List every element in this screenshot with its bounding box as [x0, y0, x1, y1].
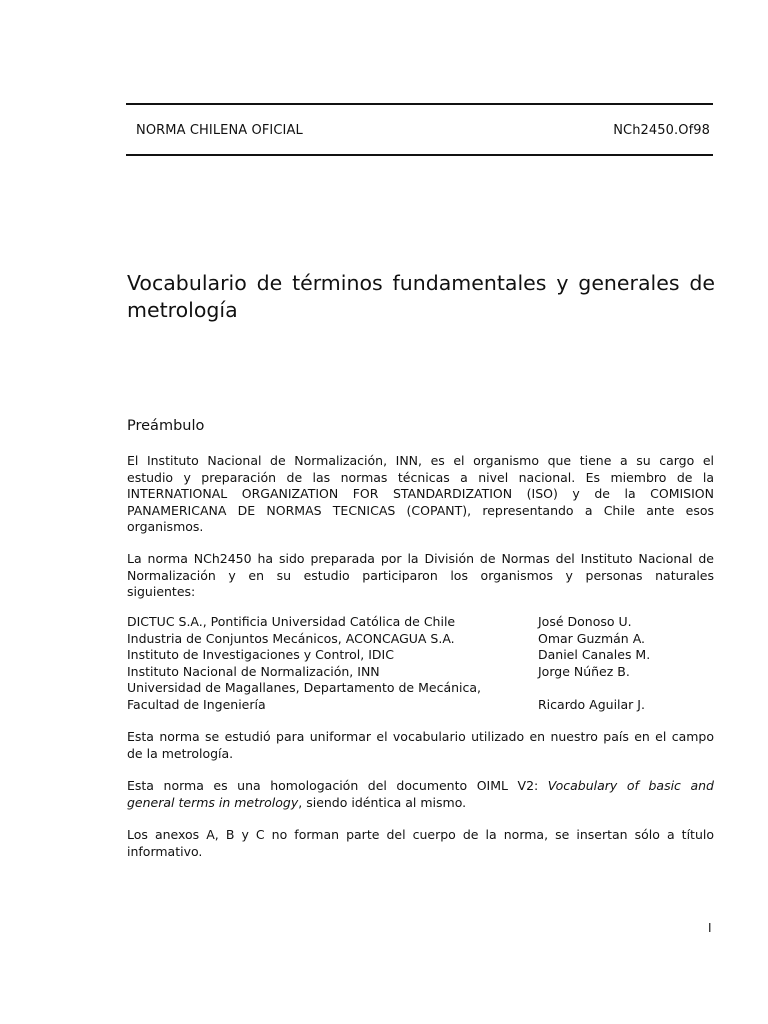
- para1-line: estudio y preparación de las normas técnicas a nivel nacional. Es miembro de la: [127, 469, 714, 485]
- header-top-rule: [126, 103, 713, 105]
- participant-person: José Donoso U.: [538, 614, 632, 629]
- paragraph-homologation: [127, 778, 714, 811]
- para5-line: Los anexos A, B y C no forman parte del cuerpo de la norma, se insertan sólo a título: [127, 827, 714, 842]
- standard-label: NORMA CHILENA OFICIAL: [136, 123, 303, 138]
- participant-org: DICTUC S.A., Pontificia Universidad Católica de Chile: [127, 614, 456, 629]
- participant-row: [127, 631, 714, 648]
- participant-org: Instituto Nacional de Normalización, INN: [127, 663, 380, 679]
- standard-code: NCh2450.Of98: [613, 123, 710, 138]
- para5-line: informativo.: [127, 843, 203, 859]
- participant-row: [127, 664, 714, 681]
- para4-italic: Vocabulary of basic and: [547, 778, 714, 793]
- para2-line: La norma NCh2450 ha sido preparada por la División de Normas del Instituto Nacional de: [127, 551, 714, 566]
- participant-person: Jorge Núñez B.: [538, 663, 630, 679]
- participant-org: Instituto de Investigaciones y Control, IDIC: [127, 647, 394, 662]
- page-number: I: [708, 921, 712, 935]
- paragraph-intro: [127, 453, 714, 536]
- title-line-1: Vocabulario de términos fundamentales y generales de: [127, 271, 715, 295]
- para1-line: El Instituto Nacional de Normalización, INN, es el organismo que tiene a su cargo el: [127, 453, 714, 468]
- para2-line: siguientes:: [127, 584, 196, 599]
- title-line-2: metrología: [127, 298, 238, 322]
- para3-line: Esta norma se estudió para uniformar el vocabulario utilizado en nuestro país en el campo: [127, 729, 714, 744]
- para4-plain: Esta norma es una homologación del documento OIML V2:: [127, 778, 548, 793]
- participant-org: Industria de Conjuntos Mecánicos, ACONCAGUA S.A.: [127, 630, 455, 646]
- para4-italic: general terms in metrology: [127, 794, 299, 810]
- participant-row: [127, 680, 714, 697]
- participants-list: [127, 614, 714, 713]
- participant-row: [127, 614, 714, 631]
- para4-line-2: [127, 795, 714, 812]
- participant-org: Facultad de Ingeniería: [127, 696, 266, 712]
- paragraph-prepared-by: [127, 551, 714, 601]
- section-heading: Preámbulo: [127, 418, 205, 434]
- paragraph-purpose: [127, 729, 714, 762]
- participant-person: Daniel Canales M.: [538, 647, 651, 662]
- para1-line: organismos.: [127, 519, 204, 534]
- participant-person: Ricardo Aguilar J.: [538, 696, 645, 712]
- header-bottom-rule: [126, 154, 713, 156]
- participant-row: [127, 697, 714, 714]
- para1-line: INTERNATIONAL ORGANIZATION FOR STANDARDIZATION (ISO) y de la COMISION: [127, 486, 714, 501]
- participant-person: Omar Guzmán A.: [538, 630, 645, 646]
- para1-line: PANAMERICANA DE NORMAS TECNICAS (COPANT), representando a Chile ante esos: [127, 502, 714, 518]
- para2-line: Normalización y en su estudio participaron los organismos y personas naturales: [127, 567, 714, 583]
- para4-line-1: [127, 778, 714, 795]
- paragraph-annexes: [127, 827, 714, 860]
- para3-line: de la metrología.: [127, 745, 234, 761]
- participant-row: [127, 647, 714, 664]
- para4-plain: , siendo idéntica al mismo.: [298, 794, 467, 810]
- document-header: [136, 123, 710, 138]
- document-title: [127, 270, 715, 324]
- participant-org: Universidad de Magallanes, Departamento de Mecánica,: [127, 680, 482, 695]
